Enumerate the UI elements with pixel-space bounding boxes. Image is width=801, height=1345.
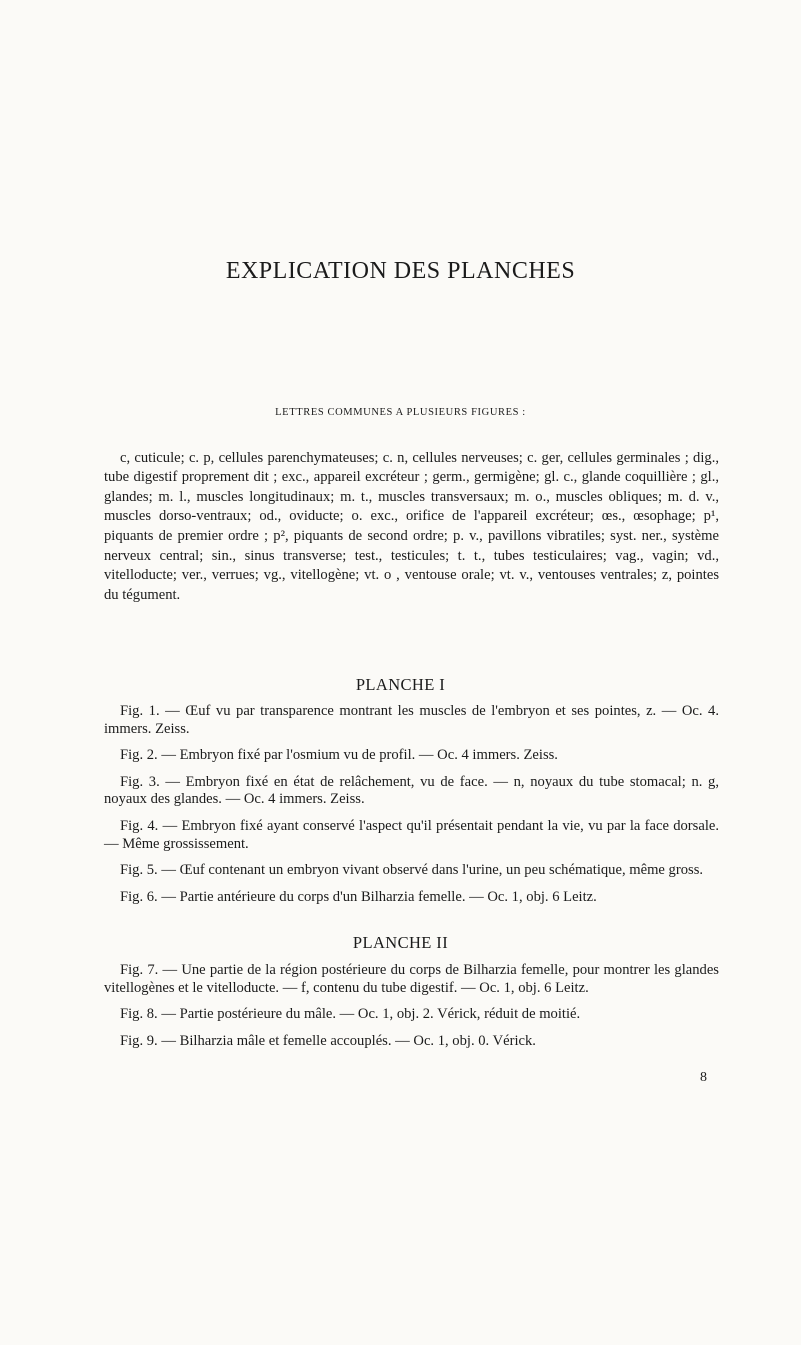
planche-1-figure-list bbox=[104, 703, 719, 915]
legend-heading: LETTRES COMMUNES A PLUSIEURS FIGURES : bbox=[275, 407, 526, 418]
figure-caption: Fig. 4. — Embryon fixé ayant conservé l'aspect qu'il présentait pendant la vie, vu par la face dorsale. — Même grossissement. bbox=[104, 817, 719, 852]
planche-2-figure-list bbox=[104, 962, 719, 1059]
page-title: EXPLICATION DES PLANCHES bbox=[225, 258, 576, 284]
planche-1-heading: PLANCHE I bbox=[355, 675, 446, 694]
page-number: 8 bbox=[700, 1070, 707, 1085]
figure-caption: Fig. 7. — Une partie de la région postérieure du corps de Bilharzia femelle, pour montrer les glandes vitellogènes et le vitelloducte. — f, contenu du tube digestif. — Oc. 1, obj. 6 Leitz. bbox=[104, 962, 719, 996]
legend-paragraph: c, cuticule; c. p, cellules parenchymateuses; c. n, cellules nerveuses; c. ger, cellules germinales ; dig., tube digestif proprement dit ; exc., appareil excréteur ; germ., germigène; gl. c., glande coquillière ; gl., glandes; m. l., muscles longitudinaux; m. t., muscles transversaux; m. o., muscles obliques; m. d. v., muscles dorso-ventraux; od., oviducte; o. exc., orifice de l'appareil excréteur; œs., œsophage; p¹, piquants de premier ordre ; p², piquants de second ordre; p. v., pavillons vibratiles; syst. ner., système nerveux central; sin., sinus transverse; test., testicules; t. t., tubes testiculaires; vag., vagin; vd., vitelloducte; ver., verrues; vg., vitellogène; vt. o , ventouse orale; vt. v., ventouses ventrales; z, pointes du tégument. bbox=[104, 449, 719, 603]
figure-caption: Fig. 1. — Œuf vu par transparence montrant les muscles de l'embryon et ses pointes, z. — Oc. 4. immers. Zeiss. bbox=[104, 703, 719, 737]
planche-2-heading: PLANCHE II bbox=[352, 933, 449, 952]
figure-caption: Fig. 2. — Embryon fixé par l'osmium vu de profil. — Oc. 4 immers. Zeiss. bbox=[120, 747, 558, 764]
figure-caption: Fig. 3. — Embryon fixé en état de relâchement, vu de face. — n, noyaux du tube stomacal; n. g, noyaux des glandes. — Oc. 4 immers. Zeiss. bbox=[104, 773, 719, 808]
figure-caption: Fig. 6. — Partie antérieure du corps d'un Bilharzia femelle. — Oc. 1, obj. 6 Leitz. bbox=[120, 888, 597, 905]
figure-caption: Fig. 8. — Partie postérieure du mâle. — Oc. 1, obj. 2. Vérick, réduit de moitié. bbox=[120, 1006, 581, 1023]
figure-caption: Fig. 9. — Bilharzia mâle et femelle accouplés. — Oc. 1, obj. 0. Vérick. bbox=[120, 1032, 536, 1049]
figure-caption: Fig. 5. — Œuf contenant un embryon vivant observé dans l'urine, un peu schématique, même gross. bbox=[120, 862, 704, 879]
